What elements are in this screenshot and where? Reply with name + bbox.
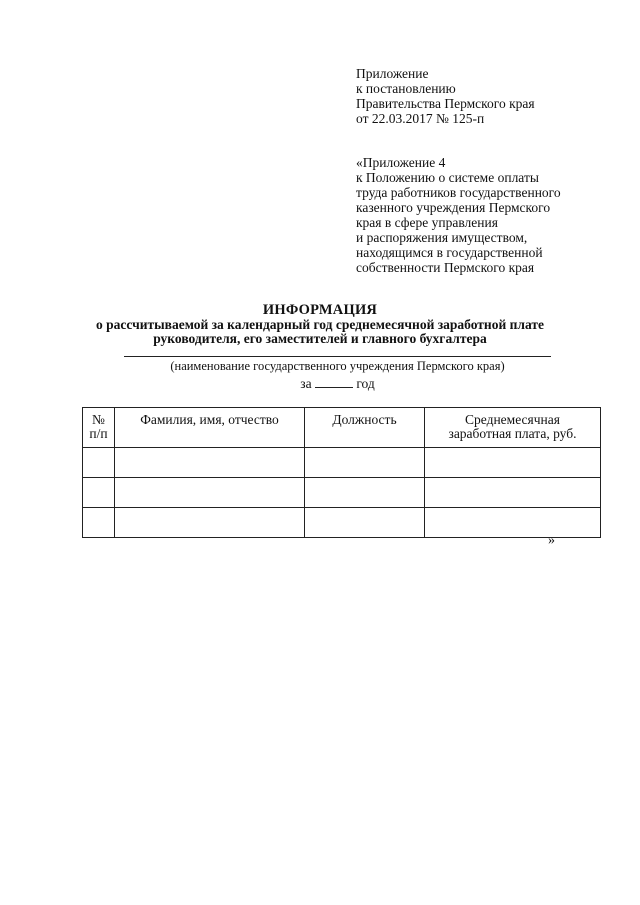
column-header-number: № п/п — [83, 408, 115, 448]
closing-quote-mark: » — [548, 533, 555, 548]
appendix-line: собственности Пермского края — [356, 260, 535, 275]
appendix-line: труда работников государственного — [356, 185, 561, 200]
table-cell — [83, 448, 115, 478]
table-cell — [115, 448, 305, 478]
organization-name-underline — [124, 356, 551, 357]
table-cell — [425, 508, 601, 538]
year-blank-field — [315, 376, 353, 388]
table-cell — [425, 448, 601, 478]
appendix-regulation-reference — [356, 155, 561, 275]
table-cell — [305, 478, 425, 508]
appendix-line: края в сфере управления — [356, 215, 498, 230]
table-cell — [305, 448, 425, 478]
table-row — [83, 508, 601, 538]
appendix-line: к постановлению — [356, 81, 456, 96]
appendix-line: и распоряжения имуществом, — [356, 230, 528, 245]
table-row — [83, 478, 601, 508]
document-heading — [60, 303, 580, 347]
document-subtitle-line: о рассчитываемой за календарный год среднемесячной заработной плате — [96, 316, 544, 332]
year-prefix: за — [300, 376, 315, 391]
table-row — [83, 448, 601, 478]
appendix-line: находящимся в государственной — [356, 245, 543, 260]
column-header-full-name: Фамилия, имя, отчество — [115, 408, 305, 448]
appendix-line: «Приложение 4 — [356, 155, 446, 170]
appendix-resolution-reference — [356, 66, 535, 126]
table-cell — [115, 478, 305, 508]
table-cell — [83, 508, 115, 538]
year-line — [124, 376, 551, 391]
organization-name-caption: (наименование государственного учреждения Пермского края) — [170, 359, 505, 373]
table-header-row — [83, 408, 601, 448]
table-cell — [115, 508, 305, 538]
document-title: ИНФОРМАЦИЯ — [262, 302, 378, 318]
column-header-average-salary: Среднемесячная заработная плата, руб. — [425, 408, 601, 448]
table-cell — [425, 478, 601, 508]
appendix-line: Правительства Пермского края — [356, 96, 535, 111]
year-suffix: год — [352, 376, 375, 391]
salary-table — [82, 407, 601, 538]
table-cell — [305, 508, 425, 538]
column-header-position: Должность — [305, 408, 425, 448]
appendix-line: от 22.03.2017 № 125-п — [356, 111, 485, 126]
appendix-line: Приложение — [356, 66, 429, 81]
table-cell — [83, 478, 115, 508]
appendix-line: к Положению о системе оплаты — [356, 170, 539, 185]
document-subtitle-line: руководителя, его заместителей и главного бухгалтера — [153, 331, 487, 346]
appendix-line: казенного учреждения Пермского — [356, 200, 551, 215]
